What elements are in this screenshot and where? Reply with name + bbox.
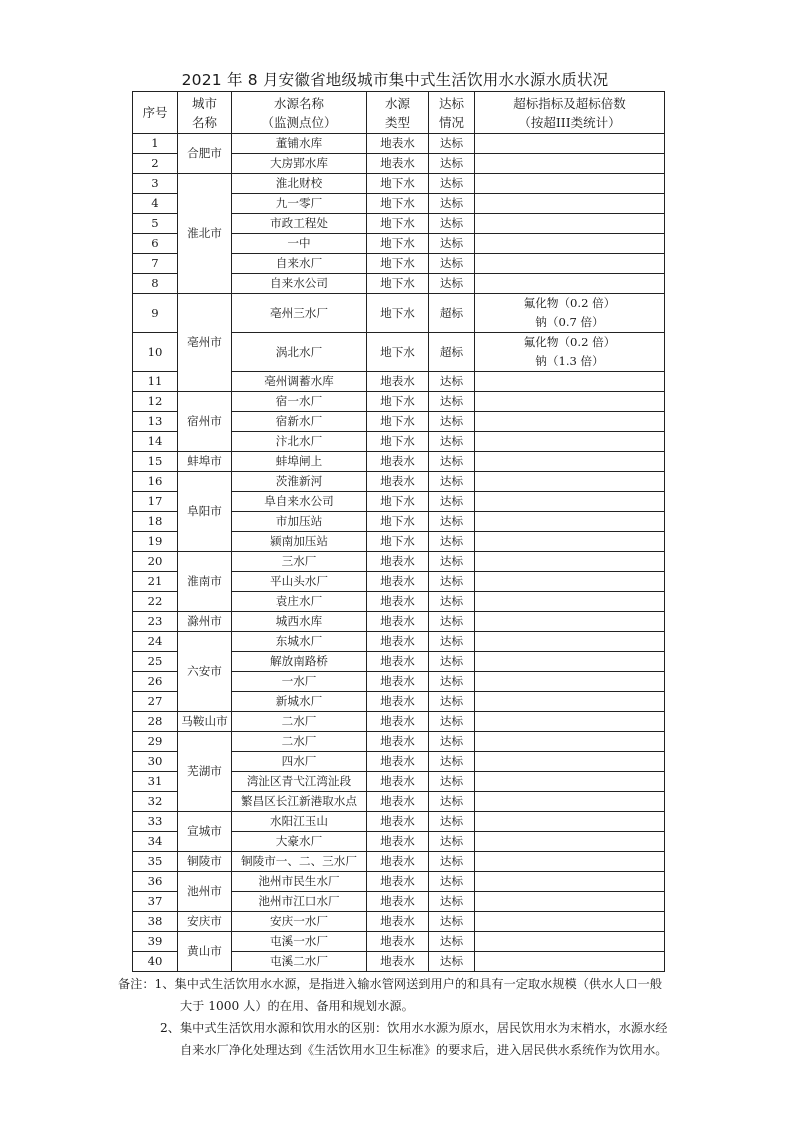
cell-source: 平山头水厂 — [232, 572, 367, 592]
cell-status: 达标 — [429, 492, 475, 512]
table-row — [133, 712, 665, 732]
cell-exceed — [475, 472, 665, 492]
cell-type: 地下水 — [367, 432, 429, 452]
note-2: 2、集中式生活饮用水源和饮用水的区别：饮用水水源为原水，居民饮用水为末梢水，水源水经 — [160, 1021, 668, 1035]
cell-type: 地表水 — [367, 892, 429, 912]
header-status — [429, 92, 475, 134]
cell-type: 地下水 — [367, 274, 429, 294]
table-body — [133, 134, 665, 972]
cell-exceed — [475, 214, 665, 234]
cell-exceed — [475, 552, 665, 572]
cell-no: 6 — [133, 234, 178, 254]
cell-exceed — [475, 592, 665, 612]
cell-type: 地下水 — [367, 333, 429, 372]
cell-type: 地下水 — [367, 194, 429, 214]
cell-no: 24 — [133, 632, 178, 652]
cell-status: 达标 — [429, 174, 475, 194]
cell-no: 29 — [133, 732, 178, 752]
cell-type: 地表水 — [367, 472, 429, 492]
cell-city: 阜阳市 — [178, 472, 232, 552]
cell-source: 自来水厂 — [232, 254, 367, 274]
cell-status: 达标 — [429, 612, 475, 632]
cell-status: 达标 — [429, 812, 475, 832]
header-source-line: （监测点位） — [261, 114, 337, 130]
cell-status: 达标 — [429, 712, 475, 732]
cell-source: 一中 — [232, 234, 367, 254]
cell-type: 地下水 — [367, 392, 429, 412]
water-quality-table — [132, 91, 665, 972]
cell-exceed — [475, 852, 665, 872]
cell-exceed — [475, 452, 665, 472]
cell-status: 达标 — [429, 632, 475, 652]
cell-source: 阜自来水公司 — [232, 492, 367, 512]
cell-city: 芜湖市 — [178, 732, 232, 812]
cell-exceed — [475, 372, 665, 392]
header-city-line: 城市 — [191, 95, 217, 111]
cell-type: 地下水 — [367, 532, 429, 552]
table-row — [133, 174, 665, 194]
header-type-line: 水源 — [384, 95, 410, 111]
cell-no: 19 — [133, 532, 178, 552]
cell-type: 地表水 — [367, 692, 429, 712]
cell-exceed — [475, 234, 665, 254]
cell-status: 达标 — [429, 852, 475, 872]
cell-no: 7 — [133, 254, 178, 274]
cell-exceed — [475, 254, 665, 274]
cell-type: 地下水 — [367, 234, 429, 254]
note-2-continued: 自来水厂净化处理达到《生活饮用水卫生标准》的要求后，进入居民供水系统作为饮用水。 — [180, 1043, 668, 1057]
cell-exceed — [475, 412, 665, 432]
table-row — [133, 452, 665, 472]
cell-status: 达标 — [429, 832, 475, 852]
cell-no: 20 — [133, 552, 178, 572]
cell-no: 21 — [133, 572, 178, 592]
cell-exceed — [475, 812, 665, 832]
cell-exceed — [475, 572, 665, 592]
cell-status: 达标 — [429, 412, 475, 432]
cell-no: 33 — [133, 812, 178, 832]
cell-no: 30 — [133, 752, 178, 772]
cell-type: 地表水 — [367, 572, 429, 592]
cell-status: 达标 — [429, 752, 475, 772]
cell-source: 蚌埠闸上 — [232, 452, 367, 472]
cell-exceed — [475, 692, 665, 712]
cell-source: 繁昌区长江新港取水点 — [232, 792, 367, 812]
cell-no: 4 — [133, 194, 178, 214]
footnotes — [118, 973, 678, 1061]
cell-source: 汴北水厂 — [232, 432, 367, 452]
cell-source: 九一零厂 — [232, 194, 367, 214]
cell-source: 铜陵市一、二、三水厂 — [232, 852, 367, 872]
cell-exceed — [475, 532, 665, 552]
header-source — [232, 92, 367, 134]
cell-status: 达标 — [429, 652, 475, 672]
cell-status: 达标 — [429, 512, 475, 532]
table-row — [133, 134, 665, 154]
cell-status: 达标 — [429, 452, 475, 472]
cell-source: 董铺水库 — [232, 134, 367, 154]
cell-status: 达标 — [429, 154, 475, 174]
cell-source: 水阳江玉山 — [232, 812, 367, 832]
cell-exceed — [475, 274, 665, 294]
table-row — [133, 632, 665, 652]
cell-type: 地下水 — [367, 492, 429, 512]
cell-type: 地表水 — [367, 812, 429, 832]
cell-type: 地表水 — [367, 832, 429, 852]
cell-no: 2 — [133, 154, 178, 174]
exceed-item: 钠（1.3 倍） — [535, 354, 604, 368]
cell-no: 1 — [133, 134, 178, 154]
page-title: 2021 年 8 月安徽省地级城市集中式生活饮用水水源水质状况 — [181, 71, 609, 89]
cell-source: 三水厂 — [232, 552, 367, 572]
cell-status: 达标 — [429, 234, 475, 254]
cell-source: 宿一水厂 — [232, 392, 367, 412]
cell-source: 屯溪二水厂 — [232, 952, 367, 972]
cell-status: 达标 — [429, 472, 475, 492]
cell-city: 宿州市 — [178, 392, 232, 452]
cell-type: 地表水 — [367, 732, 429, 752]
cell-city: 蚌埠市 — [178, 452, 232, 472]
cell-type: 地下水 — [367, 214, 429, 234]
header-status-line: 情况 — [438, 114, 464, 130]
cell-status: 达标 — [429, 392, 475, 412]
table-row — [133, 852, 665, 872]
cell-source: 一水厂 — [232, 672, 367, 692]
cell-exceed — [475, 632, 665, 652]
cell-no: 18 — [133, 512, 178, 532]
cell-exceed — [475, 652, 665, 672]
cell-source: 二水厂 — [232, 712, 367, 732]
cell-no: 37 — [133, 892, 178, 912]
cell-status: 达标 — [429, 872, 475, 892]
cell-city: 黄山市 — [178, 932, 232, 972]
cell-city: 亳州市 — [178, 294, 232, 392]
cell-no: 25 — [133, 652, 178, 672]
header-exceed-line: 超标指标及超标倍数 — [513, 95, 626, 111]
cell-type: 地表水 — [367, 632, 429, 652]
cell-source: 屯溪一水厂 — [232, 932, 367, 952]
cell-no: 31 — [133, 772, 178, 792]
cell-no: 32 — [133, 792, 178, 812]
table-row — [133, 872, 665, 892]
cell-no: 39 — [133, 932, 178, 952]
cell-type: 地表水 — [367, 592, 429, 612]
cell-source: 颍南加压站 — [232, 532, 367, 552]
cell-type: 地表水 — [367, 652, 429, 672]
cell-no: 15 — [133, 452, 178, 472]
cell-no: 26 — [133, 672, 178, 692]
cell-no: 27 — [133, 692, 178, 712]
cell-status: 达标 — [429, 692, 475, 712]
cell-source: 解放南路桥 — [232, 652, 367, 672]
cell-status: 达标 — [429, 772, 475, 792]
table-row — [133, 392, 665, 412]
cell-source: 自来水公司 — [232, 274, 367, 294]
table-row — [133, 732, 665, 752]
cell-no: 34 — [133, 832, 178, 852]
cell-type: 地表水 — [367, 912, 429, 932]
cell-type: 地表水 — [367, 852, 429, 872]
cell-source: 市政工程处 — [232, 214, 367, 234]
cell-status: 达标 — [429, 792, 475, 812]
cell-city: 淮北市 — [178, 174, 232, 294]
exceed-item: 钠（0.7 倍） — [535, 315, 604, 329]
cell-status: 达标 — [429, 932, 475, 952]
cell-no: 9 — [133, 294, 178, 333]
cell-type: 地表水 — [367, 932, 429, 952]
cell-no: 10 — [133, 333, 178, 372]
cell-type: 地表水 — [367, 154, 429, 174]
cell-city: 合肥市 — [178, 134, 232, 174]
table-row — [133, 912, 665, 932]
cell-exceed — [475, 912, 665, 932]
header-exceed — [475, 92, 665, 134]
cell-source: 亳州调蓄水库 — [232, 372, 367, 392]
cell-exceed — [475, 194, 665, 214]
cell-type: 地表水 — [367, 612, 429, 632]
cell-no: 13 — [133, 412, 178, 432]
cell-type: 地表水 — [367, 712, 429, 732]
table-row — [133, 612, 665, 632]
cell-source: 二水厂 — [232, 732, 367, 752]
cell-exceed — [475, 732, 665, 752]
cell-exceed — [475, 952, 665, 972]
cell-source: 四水厂 — [232, 752, 367, 772]
cell-type: 地表水 — [367, 134, 429, 154]
cell-status: 达标 — [429, 194, 475, 214]
cell-status: 达标 — [429, 892, 475, 912]
cell-exceed — [475, 134, 665, 154]
cell-no: 23 — [133, 612, 178, 632]
cell-status: 达标 — [429, 552, 475, 572]
cell-source: 城西水库 — [232, 612, 367, 632]
cell-source: 池州市江口水厂 — [232, 892, 367, 912]
cell-status: 超标 — [429, 333, 475, 372]
cell-source: 大豪水厂 — [232, 832, 367, 852]
cell-source: 宿新水厂 — [232, 412, 367, 432]
cell-status: 达标 — [429, 732, 475, 752]
table-row — [133, 932, 665, 952]
cell-no: 14 — [133, 432, 178, 452]
cell-source: 安庆一水厂 — [232, 912, 367, 932]
cell-no: 3 — [133, 174, 178, 194]
cell-no: 36 — [133, 872, 178, 892]
cell-city: 安庆市 — [178, 912, 232, 932]
cell-no: 8 — [133, 274, 178, 294]
cell-exceed — [475, 174, 665, 194]
cell-status: 达标 — [429, 274, 475, 294]
cell-source: 新城水厂 — [232, 692, 367, 712]
header-status-line: 达标 — [438, 95, 464, 111]
cell-no: 28 — [133, 712, 178, 732]
cell-source: 湾沚区青弋江湾沚段 — [232, 772, 367, 792]
cell-exceed — [475, 772, 665, 792]
cell-no: 16 — [133, 472, 178, 492]
cell-source: 池州市民生水厂 — [232, 872, 367, 892]
cell-no: 22 — [133, 592, 178, 612]
cell-exceed — [475, 432, 665, 452]
cell-exceed — [475, 832, 665, 852]
cell-type: 地下水 — [367, 294, 429, 333]
cell-type: 地表水 — [367, 952, 429, 972]
cell-type: 地下水 — [367, 254, 429, 274]
cell-exceed — [475, 154, 665, 174]
cell-type: 地表水 — [367, 792, 429, 812]
cell-type: 地表水 — [367, 452, 429, 472]
cell-city: 滁州市 — [178, 612, 232, 632]
header-no: 序号 — [133, 92, 178, 134]
cell-no: 38 — [133, 912, 178, 932]
cell-no: 12 — [133, 392, 178, 412]
header-city-line: 名称 — [191, 114, 217, 130]
cell-no: 11 — [133, 372, 178, 392]
cell-status: 达标 — [429, 572, 475, 592]
cell-no: 5 — [133, 214, 178, 234]
cell-type: 地表水 — [367, 552, 429, 572]
header-type — [367, 92, 429, 134]
cell-status: 达标 — [429, 214, 475, 234]
cell-city: 池州市 — [178, 872, 232, 912]
header-type-line: 类型 — [384, 114, 410, 130]
cell-exceed — [475, 872, 665, 892]
cell-exceed — [475, 612, 665, 632]
cell-exceed — [475, 512, 665, 532]
cell-type: 地下水 — [367, 412, 429, 432]
cell-no: 17 — [133, 492, 178, 512]
cell-source: 淮北财校 — [232, 174, 367, 194]
cell-city: 淮南市 — [178, 552, 232, 612]
cell-no: 35 — [133, 852, 178, 872]
cell-status: 超标 — [429, 294, 475, 333]
cell-source: 袁庄水厂 — [232, 592, 367, 612]
cell-source: 市加压站 — [232, 512, 367, 532]
cell-status: 达标 — [429, 134, 475, 154]
cell-exceed — [475, 892, 665, 912]
cell-exceed — [475, 294, 665, 333]
cell-source: 大房郢水库 — [232, 154, 367, 174]
cell-status: 达标 — [429, 254, 475, 274]
cell-type: 地表水 — [367, 672, 429, 692]
cell-type: 地表水 — [367, 372, 429, 392]
cell-status: 达标 — [429, 952, 475, 972]
cell-no: 40 — [133, 952, 178, 972]
cell-type: 地表水 — [367, 752, 429, 772]
note-1-continued: 大于 1000 人）的在用、备用和规划水源。 — [180, 999, 414, 1013]
note-1: 备注：1、集中式生活饮用水水源，是指进入输水管网送到用户的和具有一定取水规模（供水人口一般 — [118, 977, 663, 991]
cell-status: 达标 — [429, 672, 475, 692]
cell-type: 地下水 — [367, 512, 429, 532]
cell-status: 达标 — [429, 532, 475, 552]
cell-exceed — [475, 492, 665, 512]
cell-status: 达标 — [429, 432, 475, 452]
cell-exceed — [475, 712, 665, 732]
header-exceed-line: （按超III类统计） — [518, 114, 621, 130]
cell-status: 达标 — [429, 372, 475, 392]
cell-type: 地表水 — [367, 872, 429, 892]
cell-exceed — [475, 752, 665, 772]
cell-city: 马鞍山市 — [178, 712, 232, 732]
cell-source: 涡北水厂 — [232, 333, 367, 372]
cell-source: 亳州三水厂 — [232, 294, 367, 333]
header-city — [178, 92, 232, 134]
cell-source: 茨淮新河 — [232, 472, 367, 492]
cell-exceed — [475, 333, 665, 372]
cell-city: 六安市 — [178, 632, 232, 712]
table-row — [133, 812, 665, 832]
cell-exceed — [475, 792, 665, 812]
exceed-item: 氟化物（0.2 倍） — [523, 296, 616, 310]
cell-exceed — [475, 672, 665, 692]
header-source-line: 水源名称 — [273, 95, 324, 111]
cell-status: 达标 — [429, 592, 475, 612]
table-header-row — [133, 92, 665, 134]
table-row — [133, 294, 665, 333]
cell-city: 宣城市 — [178, 812, 232, 852]
cell-type: 地表水 — [367, 772, 429, 792]
cell-exceed — [475, 932, 665, 952]
cell-type: 地下水 — [367, 174, 429, 194]
table-row — [133, 472, 665, 492]
cell-exceed — [475, 392, 665, 412]
cell-city: 铜陵市 — [178, 852, 232, 872]
table-row — [133, 552, 665, 572]
exceed-item: 氟化物（0.2 倍） — [523, 335, 616, 349]
cell-source: 东城水厂 — [232, 632, 367, 652]
cell-status: 达标 — [429, 912, 475, 932]
